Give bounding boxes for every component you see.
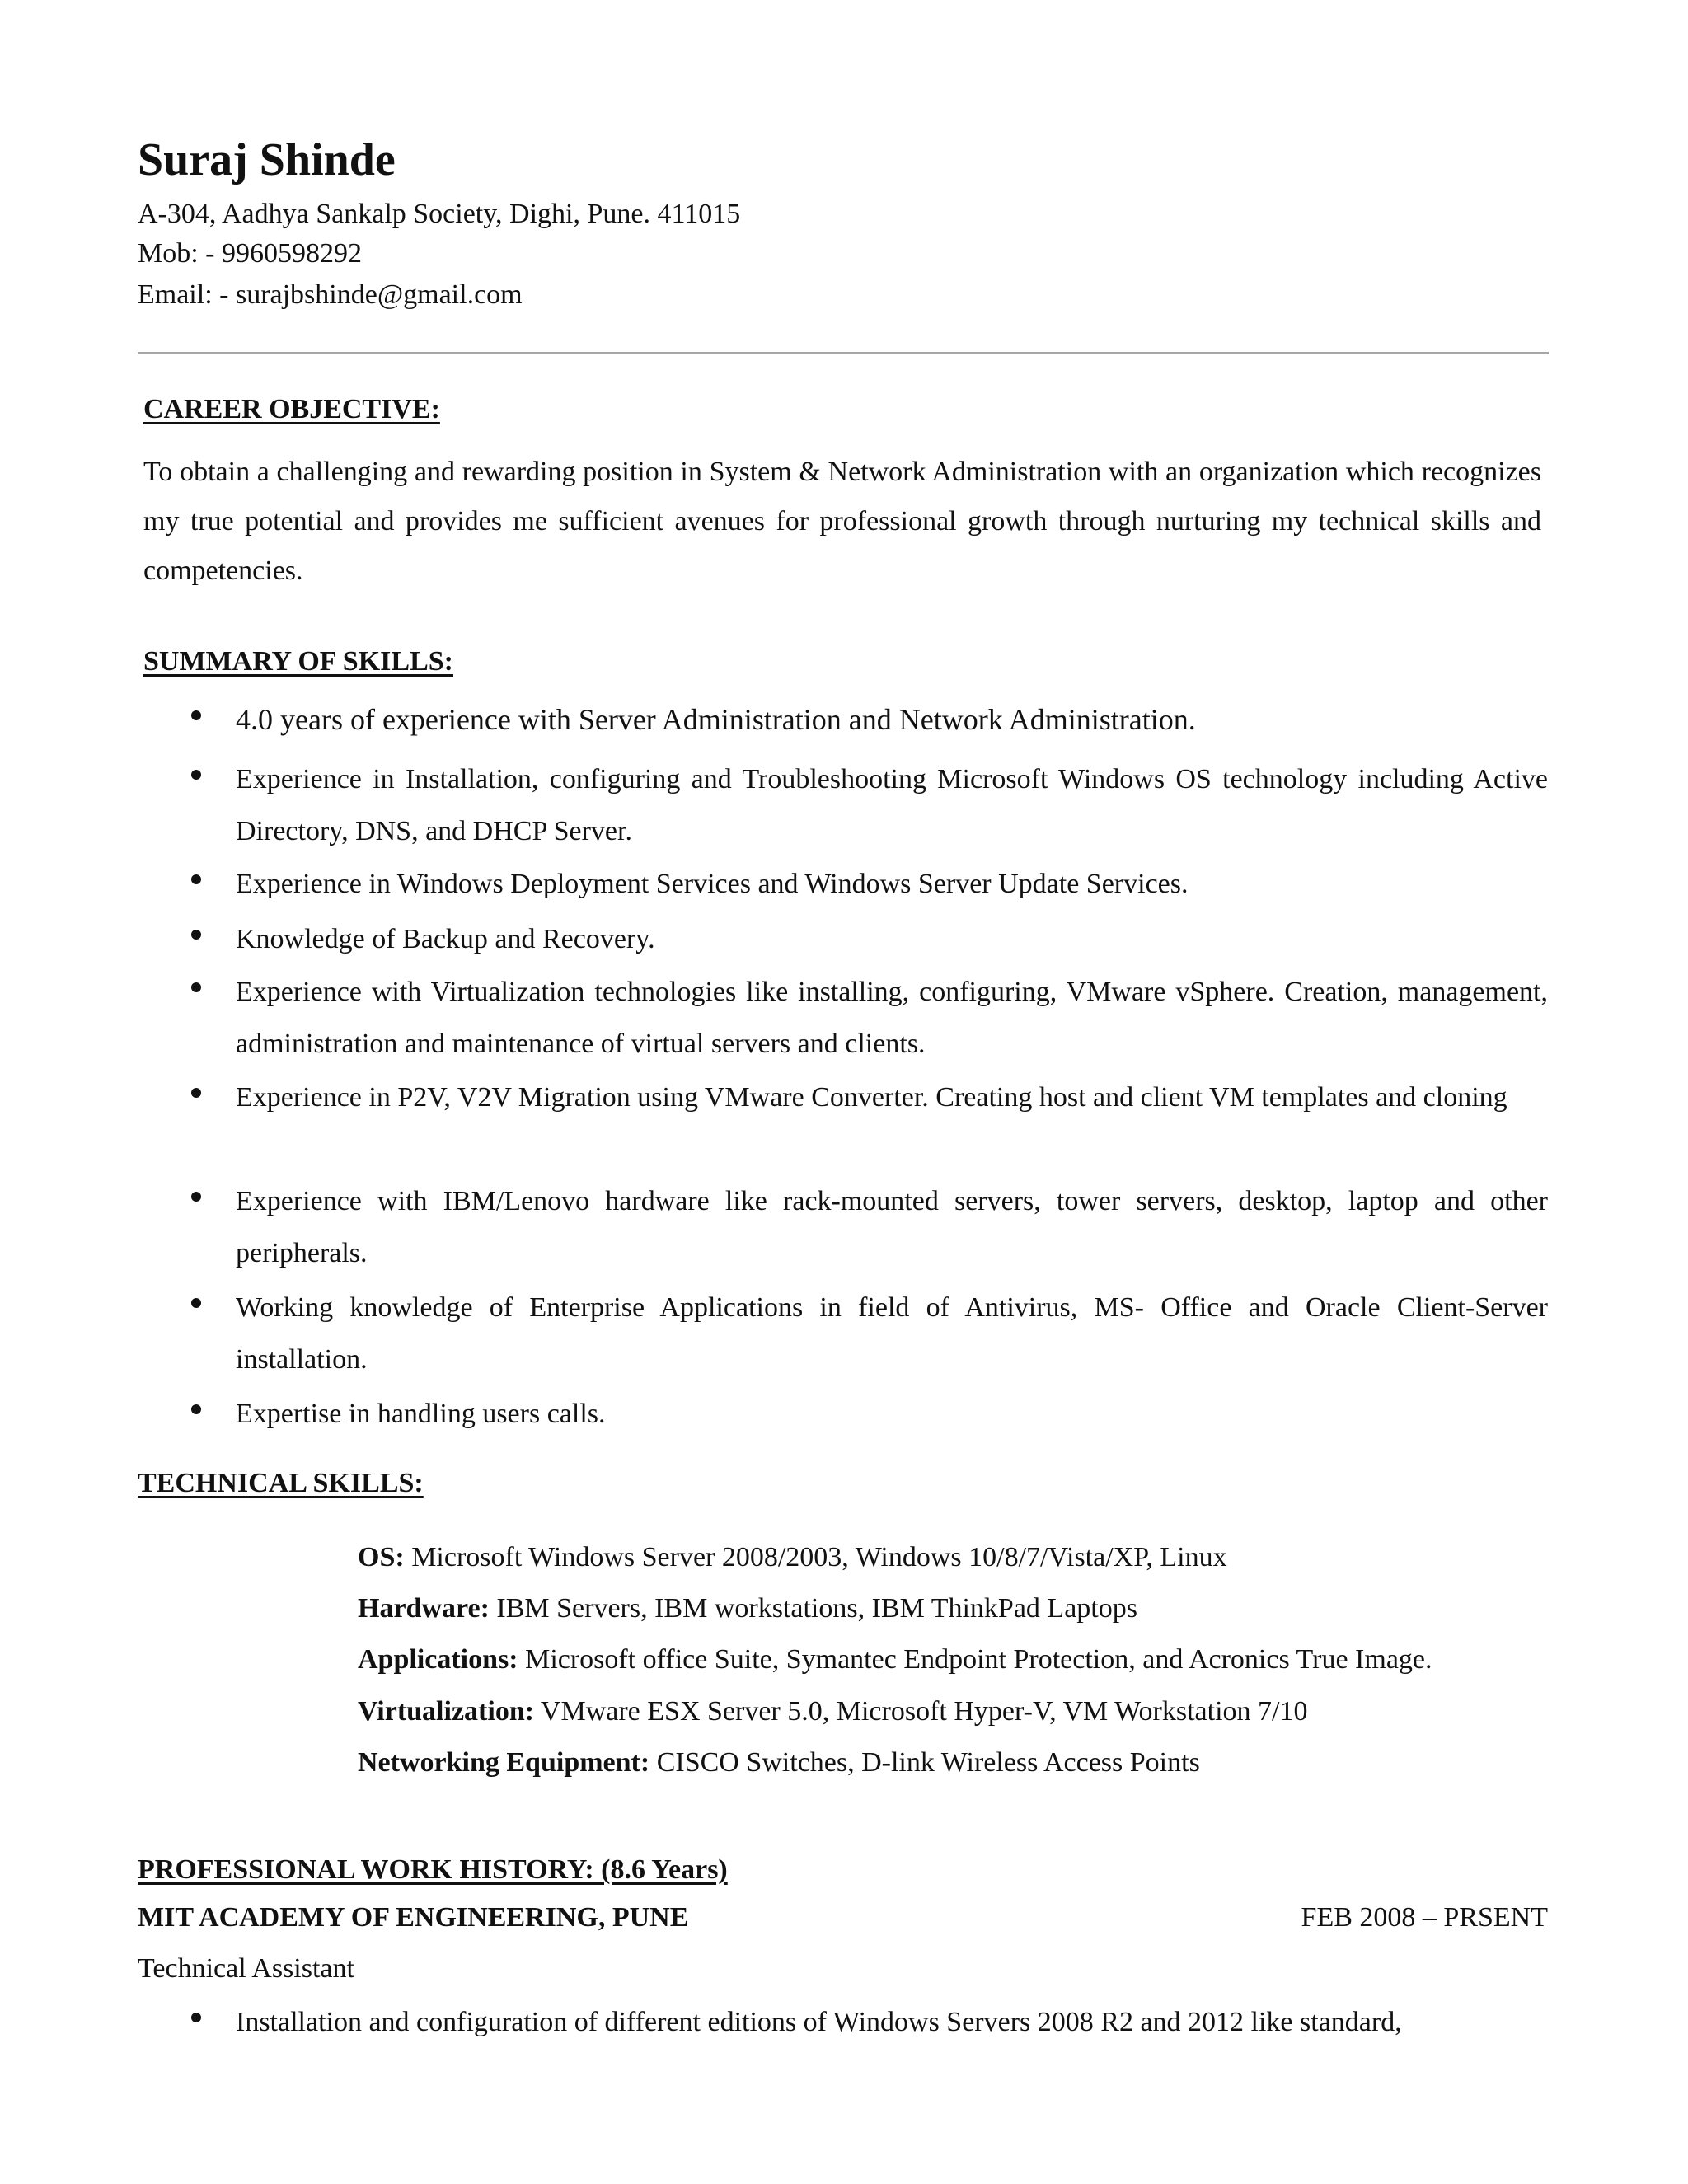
- list-item-text: Experience in Installation, configuring and Troubleshooting Microsoft Windows OS technology including Active Directory, DNS, and DHCP Server.: [236, 764, 1548, 846]
- header-divider: [138, 352, 1549, 354]
- list-item-text: Expertise in handling users calls.: [236, 1399, 606, 1429]
- bullet-icon: [191, 1404, 201, 1414]
- bullet-icon: [191, 1298, 201, 1308]
- bullet-icon: [191, 2013, 201, 2022]
- tech-skill-label: OS:: [358, 1542, 405, 1572]
- tech-skill-value: CISCO Switches, D-link Wireless Access Points: [649, 1747, 1200, 1778]
- list-item-text: Experience with IBM/Lenovo hardware like rack-mounted servers, tower servers, desktop, laptop and other peripherals.: [236, 1186, 1548, 1268]
- tech-skill-value: Microsoft office Suite, Symantec Endpoint Protection, and Acronics True Image.: [518, 1644, 1432, 1675]
- bullet-icon: [191, 982, 201, 992]
- list-item-text: Working knowledge of Enterprise Applications in field of Antivirus, MS- Office and Oracle Client-Server installation.: [236, 1292, 1548, 1375]
- candidate-name: Suraj Shinde: [138, 134, 396, 185]
- career-objective-text: To obtain a challenging and rewarding position in System & Network Administration with an organization which recognizes my true potential and provides me sufficient avenues for professional growth through nurturing my technical skills and competencies.: [143, 457, 1541, 586]
- job-title: Technical Assistant: [138, 1953, 354, 1984]
- summary-of-skills-heading: SUMMARY OF SKILLS:: [143, 646, 453, 677]
- address-line: A-304, Aadhya Sankalp Society, Dighi, Pune. 411015: [138, 199, 741, 229]
- list-item-text: Experience with Virtualization technologies like installing, configuring, VMware vSphere. Creation, management, administration and maintenance of virtual servers and clients.: [236, 977, 1548, 1059]
- bullet-icon: [191, 1192, 201, 1202]
- list-item-text: Knowledge of Backup and Recovery.: [236, 924, 655, 954]
- bullet-icon: [191, 1088, 201, 1098]
- list-item-text: Installation and configuration of different editions of Windows Servers 2008 R2 and 2012 like standard,: [236, 2007, 1402, 2037]
- bullet-icon: [191, 710, 201, 720]
- tech-skill-value: IBM Servers, IBM workstations, IBM ThinkPad Laptops: [489, 1593, 1137, 1624]
- tech-skill-value: Microsoft Windows Server 2008/2003, Windows 10/8/7/Vista/XP, Linux: [404, 1542, 1227, 1572]
- tech-skill-row: [358, 1749, 1200, 1777]
- bullet-icon: [191, 930, 201, 940]
- employer-name: MIT ACADEMY OF ENGINEERING, PUNE: [138, 1902, 689, 1933]
- list-item-text: Experience in Windows Deployment Services and Windows Server Update Services.: [236, 869, 1189, 899]
- list-item-text: 4.0 years of experience with Server Administration and Network Administration.: [236, 703, 1196, 736]
- tech-skill-row: [358, 1595, 1137, 1623]
- mobile-line: Mob: - 9960598292: [138, 238, 362, 269]
- tech-skill-row: [358, 1544, 1227, 1572]
- list-item-text: Experience in P2V, V2V Migration using VMware Converter. Creating host and client VM templates and cloning: [236, 1082, 1507, 1113]
- tech-skill-label: Networking Equipment:: [358, 1747, 650, 1778]
- email-line: Email: - surajbshinde@gmail.com: [138, 279, 523, 310]
- career-objective-heading: CAREER OBJECTIVE:: [143, 394, 440, 424]
- work-history-heading: PROFESSIONAL WORK HISTORY: (8.6 Years): [138, 1854, 728, 1885]
- tech-skill-label: Hardware:: [358, 1593, 490, 1624]
- tech-skill-row: [358, 1698, 1307, 1726]
- tech-skill-label: Applications:: [358, 1644, 518, 1675]
- tech-skill-value: VMware ESX Server 5.0, Microsoft Hyper-V, VM Workstation 7/10: [534, 1696, 1308, 1727]
- tech-skill-label: Virtualization:: [358, 1696, 535, 1727]
- employment-dates: FEB 2008 – PRSENT: [1301, 1902, 1548, 1933]
- technical-skills-heading: TECHNICAL SKILLS:: [138, 1468, 424, 1498]
- bullet-icon: [191, 874, 201, 884]
- bullet-icon: [191, 770, 201, 780]
- tech-skill-row: [358, 1646, 1432, 1674]
